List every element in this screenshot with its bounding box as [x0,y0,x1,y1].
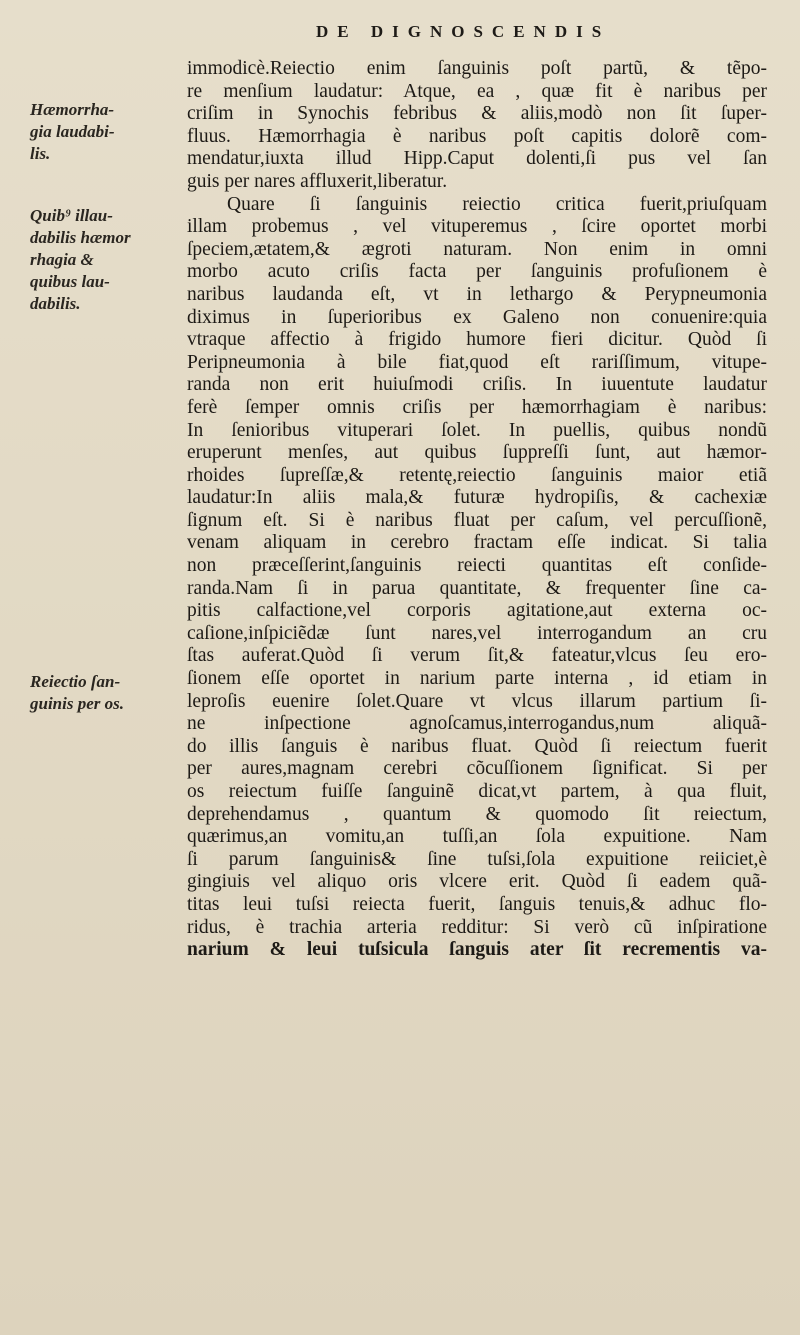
margin-note-line: Quib⁹ illau- [30,206,113,225]
text-line: ſionem eſſe oportet in narium parte interna , id etiam in [187,668,767,690]
text-line: mendatur,iuxta illud Hipp.Caput dolenti,ſi pus vel ſan [187,148,767,170]
text-line: os reiectum fuiſſe ſanguinẽ dicat,vt partem, à qua fluit, [187,781,767,802]
margin-note-line: Reiectio ſan- [30,672,121,691]
margin-note-line: dabilis. [30,294,81,313]
text-line: Quare ſi ſanguinis reiectio critica fuerit,priuſquam [227,193,767,215]
text-line: ferè ſemper omnis criſis per hæmorrhagiam è naribus: [187,396,767,418]
margin-note-line: dabilis hæmor [30,228,131,247]
text-line: per aures,magnam cerebri cõcuſſionem ſignificat. Si per [187,758,767,780]
text-line: ne inſpectione agnoſcamus,interrogandus,num aliquã- [187,713,767,735]
text-line: quærimus,an vomitu,an tuſſi,an ſola expuitione. Nam [187,826,767,848]
text-line: rhoides ſupreſſæ,& retentę,reiectio ſanguinis maior etiã [187,464,767,486]
margin-note-haemorrhagia [30,99,180,165]
margin-note-line: Hæmorrha- [30,100,115,119]
text-line: illam probemus , vel vituperemus , ſcire oportet morbi [187,216,767,238]
running-header: DE DIGNOSCENDIS [316,22,611,41]
text-line: eruperunt menſes, aut quibus ſuppreſſi ſunt, aut hæmor- [187,442,767,464]
margin-note-line: gia laudabi- [30,122,115,141]
text-line: randa.Nam ſi in parua quantitate, & frequenter ſine ca- [187,577,767,599]
margin-note-line: quibus lau- [30,272,110,291]
margin-note-reiectio [30,671,180,715]
text-line: ſi parum ſanguinis& ſine tuſsi,ſola expuitione reiiciet,è [187,848,767,870]
text-line: morbo acuto criſis facta per ſanguinis profuſionem è [187,261,767,283]
text-line: pitis calfactione,vel corporis agitatione,aut externa oc- [187,600,767,622]
margin-note-quibus [30,205,180,315]
text-line: diximus in ſuperioribus ex Galeno non conuenire:quia [187,306,767,328]
text-line: naribus laudanda eſt, vt in lethargo & Perypneumonia [187,283,767,305]
text-line: venam aliquam in cerebro fractam eſſe indicat. Si talia [187,532,767,554]
text-line: gingiuis vel aliquo oris vlcere erit. Quòd ſi eadem quã- [187,871,767,893]
text-line: do illis ſanguis è naribus fluat. Quòd ſi reiectum fuerit [187,735,767,757]
text-line: leproſis euenire ſolet.Quare vt vlcus illarum partium ſi- [187,690,767,712]
text-line: narium & leui tuſsicula ſanguis ater ſit recrementis va- [187,939,767,961]
text-line: randa non erit huiuſmodi criſis. In iuuentute laudatur [187,374,767,396]
text-line: caſione,inſpiciẽdæ ſunt nares,vel interrogandum an cru [187,622,767,644]
margin-note-line: rhagia & [30,250,94,269]
text-line: immodicè.Reiectio enim ſanguinis poſt partũ, & tẽpo- [187,58,767,79]
text-line: deprehendamus , quantum & quomodo ſit reiectum, [187,803,767,825]
text-line: ſpeciem,ætatem,& ægroti naturam. Non enim in omni [187,238,767,260]
margin-note-line: guinis per os. [30,694,124,713]
text-line: ſignum eſt. Si è naribus fluat per caſum, vel percuſſionẽ, [187,509,767,531]
text-line: ridus, è trachia arteria redditur: Si verò cũ inſpiratione [187,916,767,938]
text-line: fluus. Hæmorrhagia è naribus poſt capitis dolorẽ com- [187,125,767,147]
text-line: In ſenioribus vituperari ſolet. In puellis, quibus nondũ [187,419,767,441]
body-text [187,58,767,962]
text-line: criſim in Synochis febribus & aliis,modò non ſit ſuper- [187,103,767,125]
text-line: non præceſſerint,ſanguinis reiecti quantitas eſt conſide- [187,555,767,577]
text-line: re menſium laudatur: Atque, ea , quæ fit è naribus per [187,80,767,102]
text-line: titas leui tuſsi reiecta fuerit, ſanguis tenuis,& adhuc flo- [187,893,767,915]
margin-note-line: lis. [30,144,51,163]
text-line: vtraque affectio à frigido humore fieri dicitur. Quòd ſi [187,329,767,351]
text-line: laudatur:In aliis mala,& futuræ hydropiſis, & cachexiæ [187,487,767,509]
text-line: guis per nares affluxerit,liberatur. [187,170,448,192]
text-line: ſtas auferat.Quòd ſi verum ſit,& fateatur,vlcus ſeu ero- [187,645,767,667]
text-line: Peripneumonia à bile fiat,quod eſt rariſſimum, vitupe- [187,351,767,373]
